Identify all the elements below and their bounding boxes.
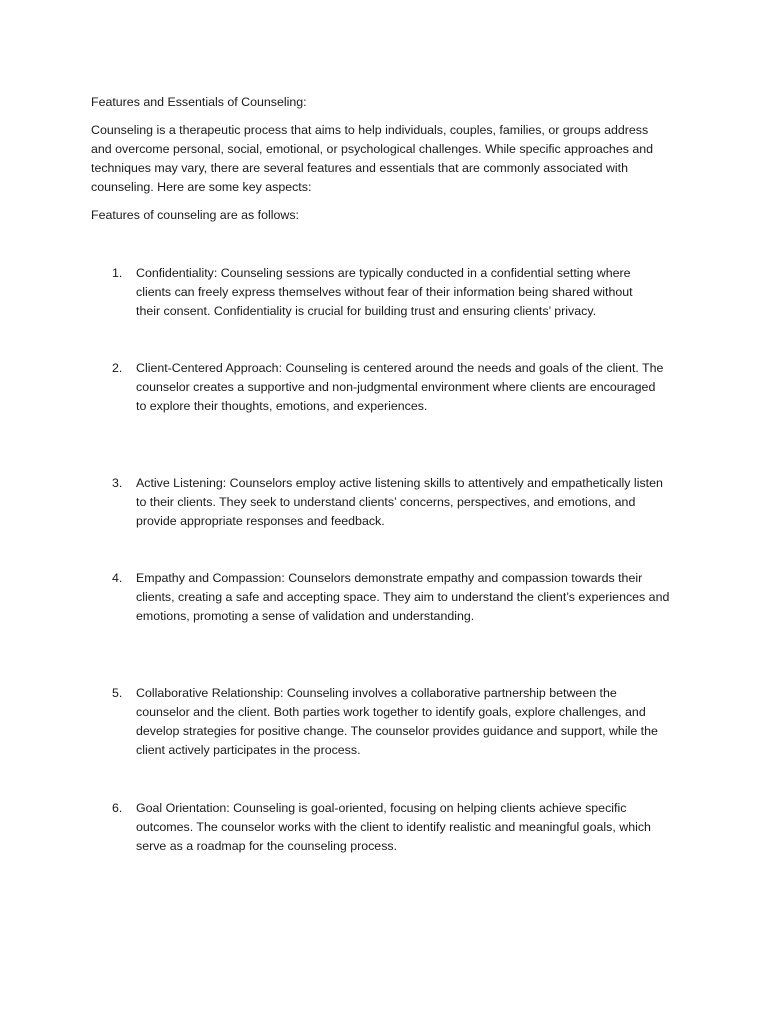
list-item-line: their consent. Confidentiality is crucial for building trust and ensuring clients’ privacy. [136,304,597,318]
list-item-line: emotions, promoting a sense of validation and understanding. [136,609,475,623]
list-item-text [136,474,663,531]
list-item-number: 5. [112,686,123,700]
list-item-line: Confidentiality: Counseling sessions are typically conducted in a confidential setting where [136,266,631,280]
intro-line: Counseling is a therapeutic process that aims to help individuals, couples, families, or groups address [91,123,649,137]
list-item-text [136,799,651,856]
list-item-line: Collaborative Relationship: Counseling involves a collaborative partnership between the [136,686,617,700]
list-item-line: outcomes. The counselor works with the client to identify realistic and meaningful goals, which [136,820,651,834]
list-item-line: clients can freely express themselves without fear of their information being shared without [136,285,633,299]
list-item-line: Empathy and Compassion: Counselors demonstrate empathy and compassion towards their [136,571,643,585]
list-item-line: serve as a roadmap for the counseling process. [136,839,398,853]
list-item-line: Client-Centered Approach: Counseling is centered around the needs and goals of the client. The [136,361,664,375]
list-item-number: 4. [112,571,123,585]
list-item-number: 1. [112,266,123,280]
list-item-line: provide appropriate responses and feedback. [136,514,385,528]
intro-line: techniques may vary, there are several features and essentials that are commonly associated with [91,161,628,175]
list-item-text [136,264,633,321]
list-item-number: 3. [112,476,123,490]
list-item-line: clients, creating a safe and accepting space. They aim to understand the client’s experiences and [136,590,670,604]
intro-line: counseling. Here are some key aspects: [91,180,312,194]
list-item-line: counselor and the client. Both parties work together to identify goals, explore challenges, and [136,705,646,719]
list-item-text [136,569,669,626]
list-item-line: Goal Orientation: Counseling is goal-oriented, focusing on helping clients achieve specific [136,801,627,815]
intro-paragraph [91,121,671,197]
document-heading: Features and Essentials of Counseling: [91,95,307,109]
list-item-number: 6. [112,801,123,815]
list-item-line: develop strategies for positive change. The counselor provides guidance and support, while the [136,724,658,738]
list-item-line: counselor creates a supportive and non-judgmental environment where clients are encouraged [136,380,656,394]
list-item-number: 2. [112,361,123,375]
list-item-line: to their clients. They seek to understand clients’ concerns, perspectives, and emotions, and [136,495,636,509]
list-item-line: Active Listening: Counselors employ active listening skills to attentively and empathetically listen [136,476,663,490]
intro-line: and overcome personal, social, emotional, or psychological challenges. While specific approaches and [91,142,654,156]
list-item-line: client actively participates in the process. [136,743,361,757]
list-item-text [136,359,663,416]
list-item-line: to explore their thoughts, emotions, and experiences. [136,399,428,413]
features-label: Features of counseling are as follows: [91,208,299,222]
list-item-text [136,684,658,760]
